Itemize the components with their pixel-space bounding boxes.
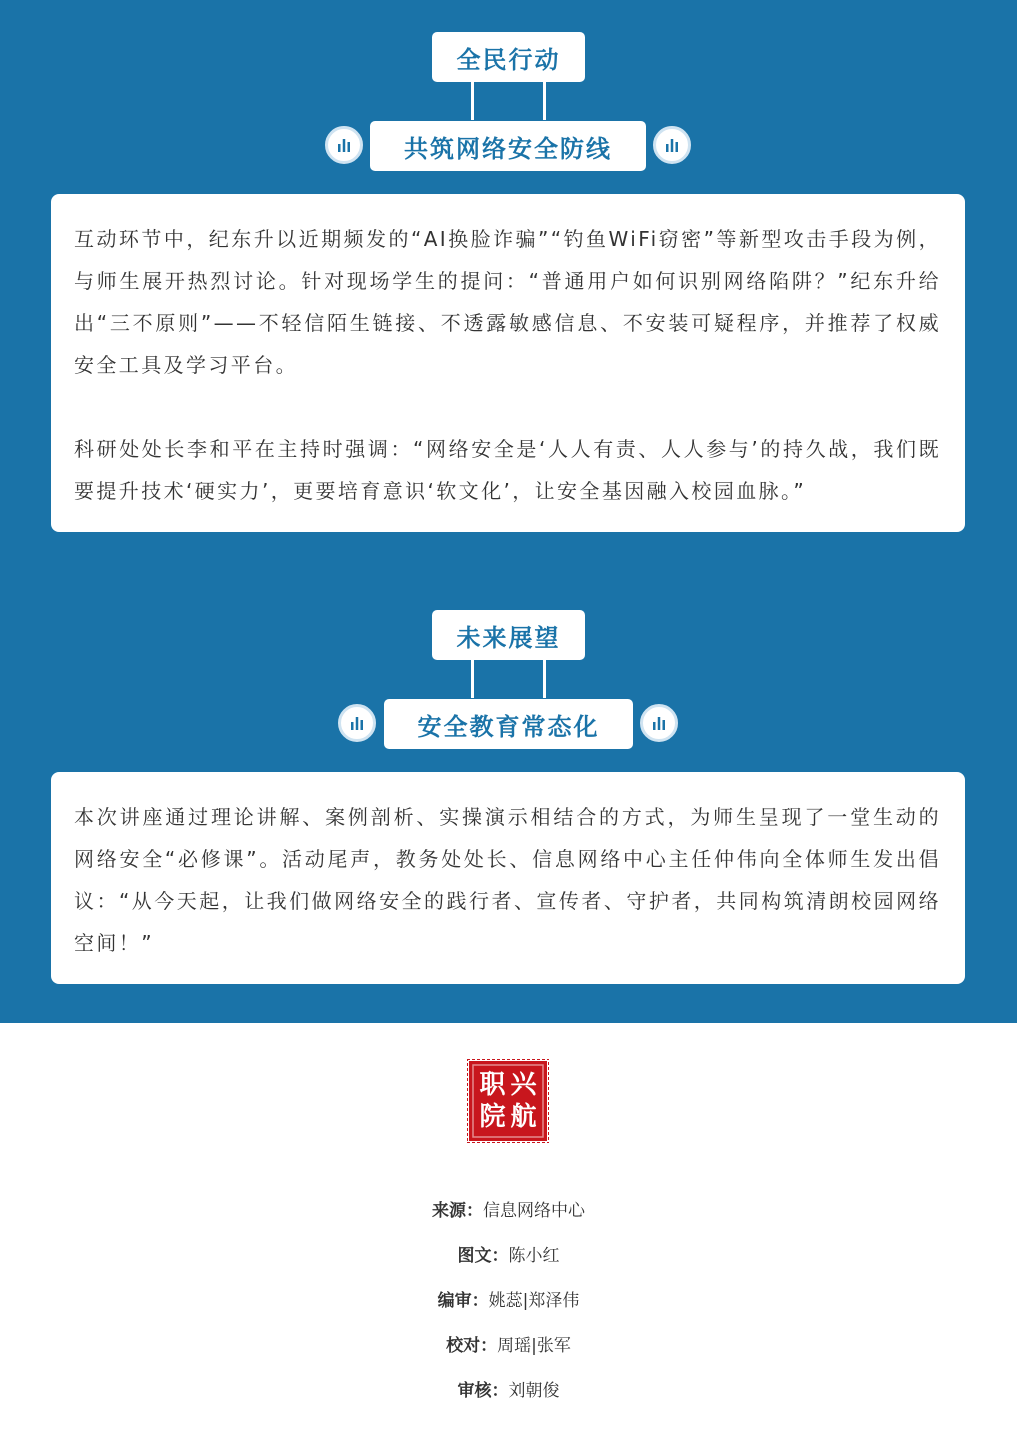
credit-value: 信息网络中心 <box>483 1201 585 1221</box>
credit-proofreader <box>0 1321 1017 1366</box>
seal-char: 兴 <box>510 1070 537 1100</box>
college-seal-logo <box>467 1059 549 1143</box>
credit-label: 编审： <box>437 1291 489 1311</box>
credit-value: 姚蕊|郑泽伟 <box>488 1291 580 1311</box>
credit-source <box>0 1186 1017 1231</box>
seal-char: 航 <box>510 1102 537 1132</box>
section-title-badge: 全民行动 <box>432 32 585 82</box>
credit-label: 图文： <box>457 1246 509 1266</box>
connector-left <box>471 82 474 120</box>
credit-label: 校对： <box>446 1336 498 1356</box>
credit-reviewer <box>0 1366 1017 1411</box>
credit-editor <box>0 1276 1017 1321</box>
credit-label: 来源： <box>432 1201 483 1221</box>
credit-author <box>0 1231 1017 1276</box>
seal-char: 院 <box>479 1102 506 1132</box>
credits-block <box>0 1186 1017 1411</box>
paragraph: 互动环节中，纪东升以近期频发的“AI换脸诈骗”“钓鱼WiFi窃密”等新型攻击手段为例，与师生展开热烈讨论。针对现场学生的提问：“普通用户如何识别网络陷阱？”纪东升给出“三不原则”——不轻信陌生链接、不透露敏感信息、不安装可疑程序，并推荐了权威安全工具及学习平台。 <box>74 227 941 377</box>
seal-char: 职 <box>479 1070 506 1100</box>
bar-chart-icon <box>325 126 363 164</box>
credit-value: 刘朝俊 <box>508 1381 560 1401</box>
section-title-badge: 未来展望 <box>432 610 585 660</box>
paragraph: 科研处处长李和平在主持时强调：“网络安全是‘人人有责、人人参与’的持久战，我们既要提升技术‘硬实力’，更要培育意识‘软文化’，让安全基因融入校园血脉。” <box>74 437 941 503</box>
bar-chart-icon <box>338 704 376 742</box>
connector-right <box>543 660 546 698</box>
credit-value: 陈小红 <box>508 1246 560 1266</box>
bar-chart-icon <box>640 704 678 742</box>
content-card <box>51 194 965 532</box>
connector-right <box>543 82 546 120</box>
section-subtitle-badge: 共筑网络安全防线 <box>370 121 646 171</box>
credit-label: 审核： <box>457 1381 509 1401</box>
credit-value: 周瑶|张军 <box>497 1336 571 1356</box>
paragraph: 本次讲座通过理论讲解、案例剖析、实操演示相结合的方式，为师生呈现了一堂生动的网络安全“必修课”。活动尾声，教务处处长、信息网络中心主任仲伟向全体师生发出倡议：“从今天起，让我们做网络安全的践行者、宣传者、守护者，共同构筑清朗校园网络空间！” <box>74 805 941 955</box>
connector-left <box>471 660 474 698</box>
content-card <box>51 772 965 984</box>
bar-chart-icon <box>653 126 691 164</box>
section-subtitle-badge: 安全教育常态化 <box>384 699 633 749</box>
